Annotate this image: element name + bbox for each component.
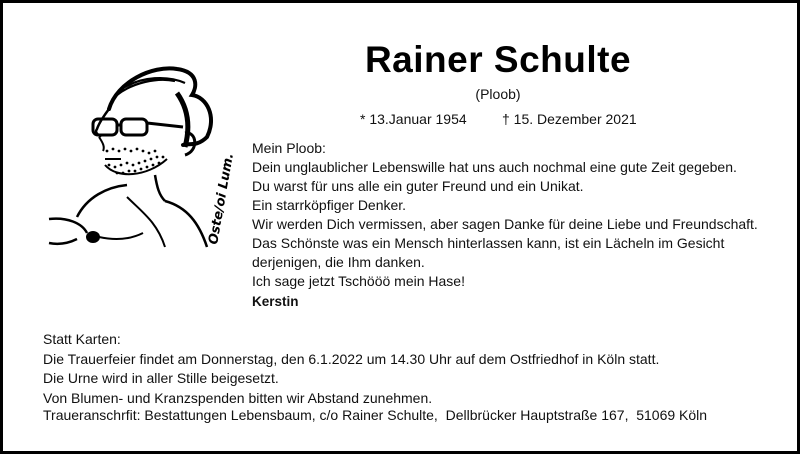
message-line: Ich sage jetzt Tschööö mein Hase! xyxy=(252,273,465,289)
deceased-name: Rainer Schulte xyxy=(364,39,632,80)
svg-text:Oste/oi Lum.: Oste/oi Lum. xyxy=(206,151,238,246)
message-line: Mein Ploob: xyxy=(252,140,326,156)
notice-line: Von Blumen- und Kranzspenden bitten wir Abstand zunehmen. xyxy=(43,389,433,406)
notice-line: Statt Karten: xyxy=(43,331,121,347)
message-line: derjenigen, die Ihm danken. xyxy=(252,254,425,270)
death-date: † 15. Dezember 2021 xyxy=(502,111,637,127)
personal-message xyxy=(252,139,792,291)
funeral-notice xyxy=(43,330,783,408)
nickname: (Ploob) xyxy=(475,86,521,102)
message-line: Dein unglaublicher Lebenswille hat uns auch nochmal eine gute Zeit gegeben. xyxy=(252,159,737,175)
condolence-address: Traueranschrfit: Bestattungen Lebensbaum, c/o Rainer Schulte, Dellbrücker Hauptstraße 167, 51069 Köln xyxy=(43,407,708,423)
birth-date: * 13.Januar 1954 xyxy=(360,111,467,127)
message-line: Ein starrköpfiger Denker. xyxy=(252,197,407,213)
notice-line: Die Trauerfeier findet am Donnerstag, den 6.1.2022 um 14.30 Uhr auf dem Ostfriedhof in Köln statt. xyxy=(43,350,660,367)
message-line: Wir werden Dich vermissen, aber sagen Danke für deine Liebe und Freundschaft. xyxy=(252,216,758,232)
signature: Kerstin xyxy=(252,294,299,309)
portrait-sketch-icon xyxy=(47,47,247,252)
notice-line: Die Urne wird in aller Stille beigesetzt. xyxy=(43,370,279,386)
message-line: Du warst für uns alle ein guter Freund und ein Unikat. xyxy=(252,178,584,194)
message-line: Das Schönste was ein Mensch hinterlassen kann, ist ein Lächeln im Gesicht xyxy=(252,235,725,251)
